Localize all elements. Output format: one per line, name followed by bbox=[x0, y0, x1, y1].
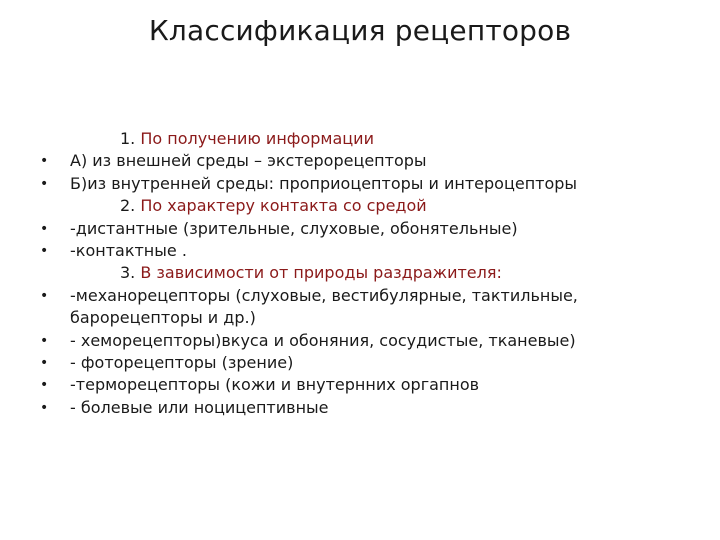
list-item bbox=[40, 173, 705, 195]
list-item bbox=[40, 397, 705, 419]
list-item-text: А) из внешней среды – экстерорецепторы bbox=[70, 151, 427, 171]
list-item bbox=[40, 218, 705, 240]
bullet-icon: • bbox=[40, 377, 49, 394]
list-item-text: -контактные . bbox=[70, 241, 187, 261]
list-item-text: -механорецепторы (слуховые, вестибулярные, тактильные, барорецепторы и др.) bbox=[70, 285, 578, 328]
bullet-icon: • bbox=[40, 153, 49, 170]
list-item-text: Б)из внутренней среды: проприоцепторы и интероцепторы bbox=[70, 173, 578, 193]
list-item-text: -терморецепторы (кожи и внутернних оргапнов bbox=[70, 375, 480, 395]
section-number: 1. bbox=[120, 129, 136, 148]
section-number: 2. bbox=[120, 196, 136, 216]
list-item-text: -дистантные (зрительные, слуховые, обонятельные) bbox=[70, 218, 518, 238]
bullet-icon: • bbox=[40, 287, 49, 304]
section-heading-text: По получению информации bbox=[140, 129, 374, 148]
bullet-icon: • bbox=[40, 243, 49, 260]
list-item bbox=[40, 240, 705, 262]
list-item-text: - хеморецепторы)вкуса и обоняния, сосудистые, тканевые) bbox=[70, 330, 576, 350]
section-number: 3. bbox=[120, 263, 136, 283]
list-item-text: - болевые или ноцицептивные bbox=[70, 397, 329, 417]
slide-title: Классификация рецепторов bbox=[148, 14, 572, 47]
bullet-icon: • bbox=[40, 175, 49, 192]
bullet-icon: • bbox=[40, 220, 49, 237]
list-item-text: - фоторецепторы (зрение) bbox=[70, 353, 294, 373]
list-item bbox=[40, 352, 705, 374]
list-item bbox=[40, 285, 705, 330]
section-heading-text: В зависимости от природы раздражителя: bbox=[140, 263, 502, 283]
list-item bbox=[40, 374, 705, 396]
receptor-classification-list bbox=[40, 128, 705, 419]
section-heading-text: По характеру контакта со средой bbox=[140, 196, 427, 216]
list-item bbox=[40, 330, 705, 352]
section-heading-1 bbox=[40, 128, 705, 150]
section-heading-2 bbox=[40, 195, 705, 217]
bullet-icon: • bbox=[40, 332, 49, 349]
bullet-icon: • bbox=[40, 399, 49, 416]
section-heading-3 bbox=[40, 262, 705, 284]
bullet-icon: • bbox=[40, 355, 49, 372]
list-item bbox=[40, 150, 705, 172]
